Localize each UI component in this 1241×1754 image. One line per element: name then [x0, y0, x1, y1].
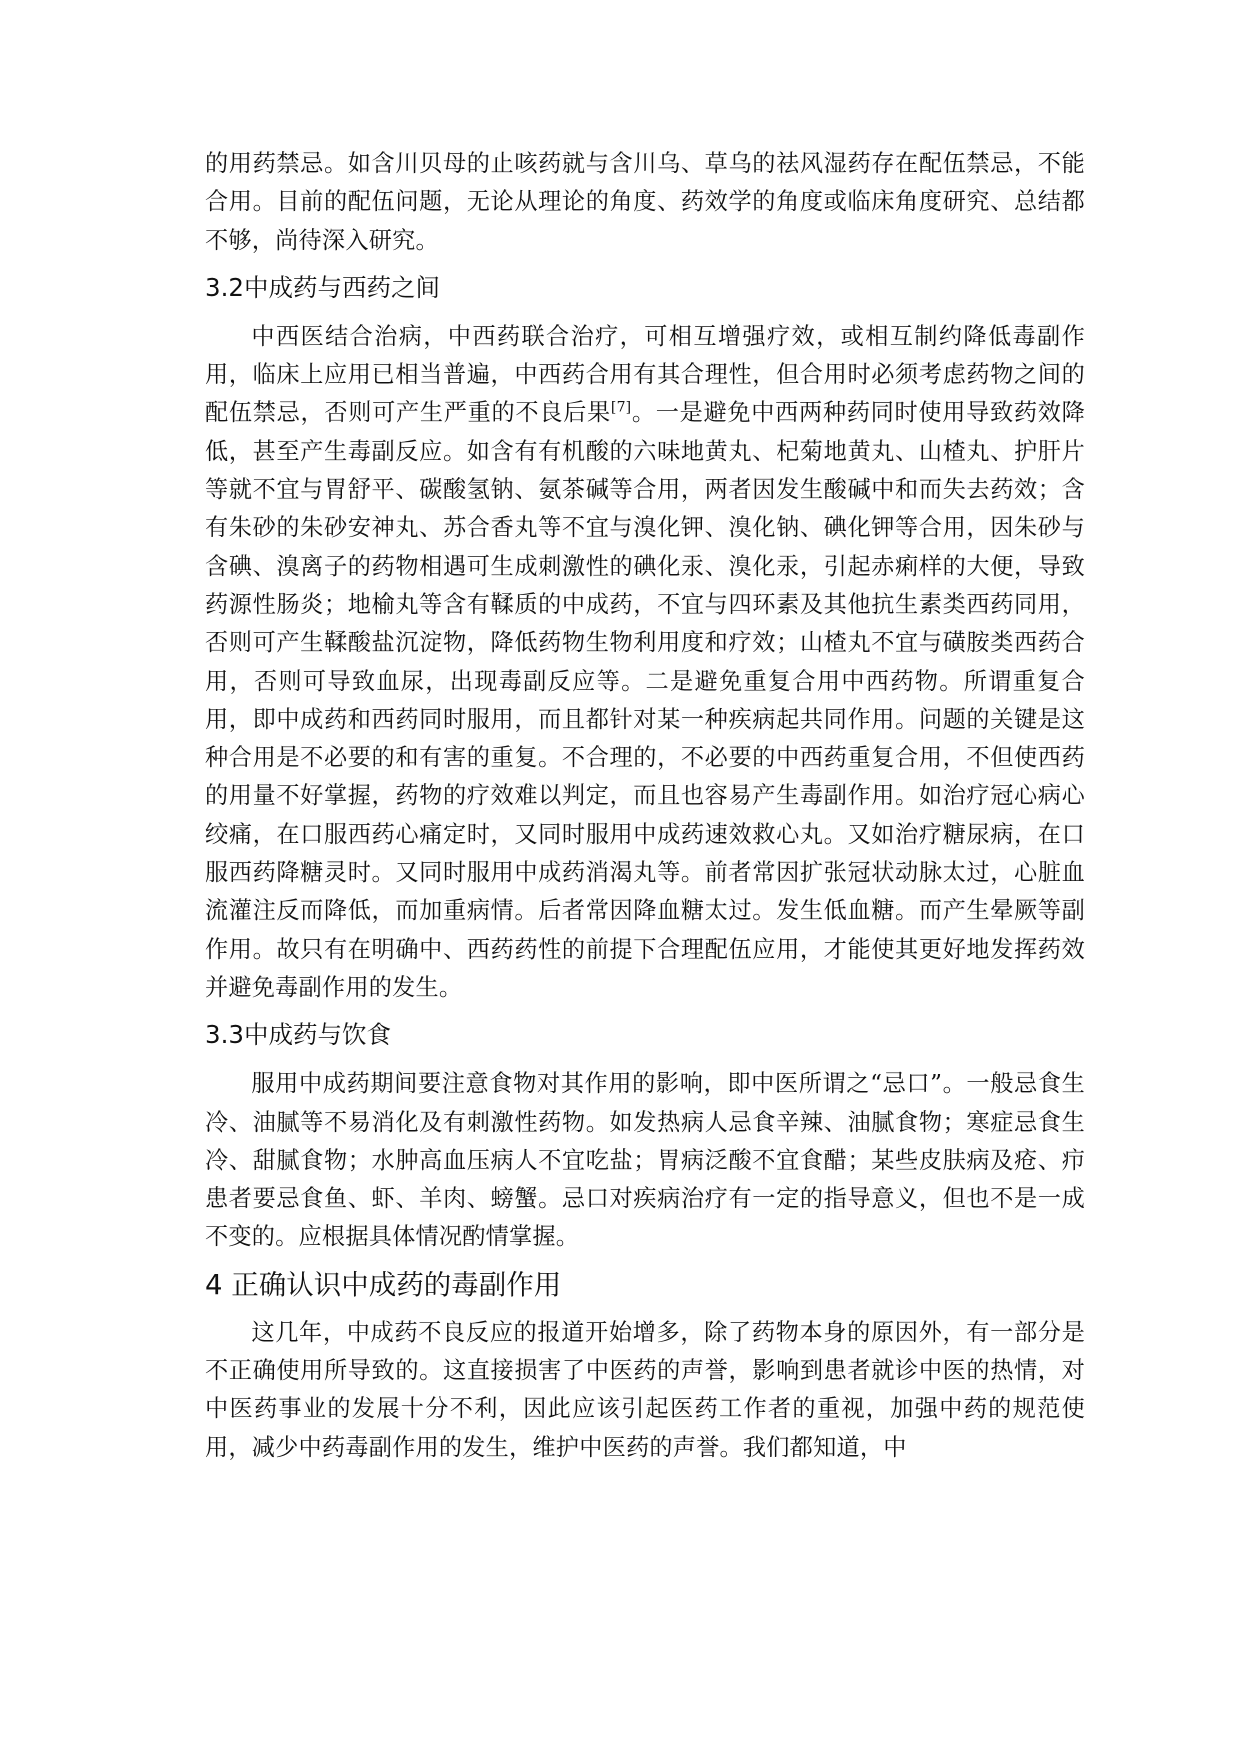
section-3-2-text-part1: 中西医结合治病，中西药联合治疗，可相互增强疗效，或相互制约降低毒副作用，临床上应用已相当普遍，中西药合用有其合理性，但合用时必须考虑药物之间的配伍禁忌，否则可产生严重的不良后果	[205, 322, 1085, 427]
section-heading-3-3: 3.3中成药与饮食	[205, 1020, 391, 1050]
section-3-3-paragraph: 服用中成药期间要注意食物对其作用的影响，即中医所谓之“忌口”。一般忌食生冷、油腻等不易消化及有刺激性药物。如发热病人忌食辛辣、油腻食物；寒症忌食生冷、甜腻食物；水肿高血压病人不宜吃盐；胃病泛酸不宜食醋；某些皮肤病及疮、疖患者要忌食鱼、虾、羊肉、螃蟹。忌口对疾病治疗有一定的指导意义，但也不是一成不变的。应根据具体情况酌情掌握。	[205, 1070, 1085, 1251]
intro-paragraph: 的用药禁忌。如含川贝母的止咳药就与含川乌、草乌的祛风湿药存在配伍禁忌，不能合用。目前的配伍问题，无论从理论的角度、药效学的角度或临床角度研究、总结都不够，尚待深入研究。	[205, 150, 1085, 254]
document-page	[205, 145, 1085, 1467]
section-3-2-paragraph	[205, 318, 1085, 1007]
citation-ref-7: [7]	[610, 399, 632, 416]
section-4-paragraph: 这几年，中成药不良反应的报道开始增多，除了药物本身的原因外，有一部分是不正确使用所导致的。这直接损害了中医药的声誉，影响到患者就诊中医的热情，对中医药事业的发展十分不利，因此应该引起医药工作者的重视，加强中药的规范使用，减少中药毒副作用的发生，维护中医药的声誉。我们都知道，中	[205, 1318, 1085, 1461]
section-3-2-text-part2: 。一是避免中西两种药同时使用导致药效降低，甚至产生毒副反应。如含有有机酸的六味地黄丸、杞菊地黄丸、山楂丸、护肝片等就不宜与胃舒平、碳酸氢钠、氨茶碱等合用，两者因发生酸碱中和而失去药效；含有朱砂的朱砂安神丸、苏合香丸等不宜与溴化钾、溴化钠、碘化钾等合用，因朱砂与含碘、溴离子的药物相遇可生成刺激性的碘化汞、溴化汞，引起赤痢样的大便，导致药源性肠炎；地榆丸等含有鞣质的中成药，不宜与四环素及其他抗生素类西药同用，否则可产生鞣酸盐沉淀物，降低药物生物利用度和疗效；山楂丸不宜与磺胺类西药合用，否则可导致血尿，出现毒副反应等。二是避免重复合用中西药物。所谓重复合用，即中成药和西药同时服用，而且都针对某一种疾病起共同作用。问题的关键是这种合用是不必要的和有害的重复。不合理的，不必要的中西药重复合用，不但使西药的用量不好掌握，药物的疗效难以判定，而且也容易产生毒副作用。如治疗冠心病心绞痛，在口服西药心痛定时，又同时服用中成药速效救心丸。又如治疗糖尿病，在口服西药降糖灵时。又同时服用中成药消渴丸等。前者常因扩张冠状动脉太过，心脏血流灌注反而降低，而加重病情。后者常因降血糖太过。发生低血糖。而产生晕厥等副作用。故只有在明确中、西药药性的前提下合理配伍应用，才能使其更好地发挥药效并避免毒副作用的发生。	[205, 399, 1085, 1001]
section-heading-3-2: 3.2中成药与西药之间	[205, 272, 440, 302]
section-heading-4: 4 正确认识中成药的毒副作用	[205, 1268, 562, 1301]
